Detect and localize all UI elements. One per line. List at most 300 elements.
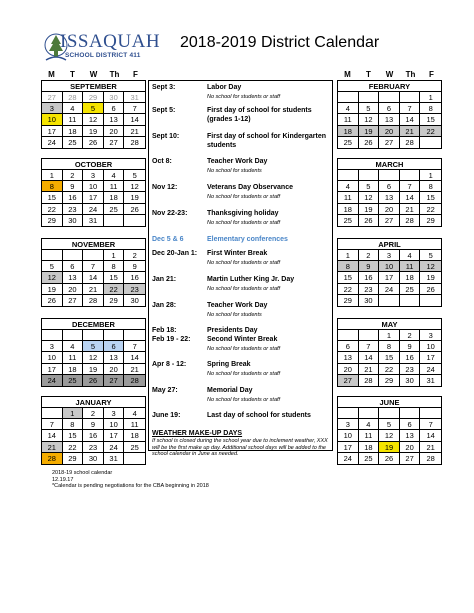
day-cell: 3 [42, 103, 63, 114]
day-cell: 4 [400, 250, 421, 261]
day-cell: 18 [63, 126, 84, 137]
day-cell [338, 408, 359, 419]
day-cell [420, 295, 441, 306]
day-cell: 30 [63, 215, 84, 226]
day-cell: 28 [42, 453, 63, 464]
day-cell: 10 [42, 114, 63, 125]
day-cell: 10 [42, 352, 63, 363]
day-cell [83, 330, 104, 341]
day-cell [400, 408, 421, 419]
day-cell [400, 295, 421, 306]
day-cell: 26 [42, 295, 63, 306]
day-cell: 12 [420, 261, 441, 272]
weekday-label: F [133, 70, 138, 79]
day-cell [420, 137, 441, 148]
event-date: June 19: [152, 412, 181, 419]
month-name: FEBRUARY [338, 81, 441, 92]
day-cell: 26 [83, 375, 104, 386]
day-cell: 25 [359, 453, 380, 464]
day-cell: 19 [83, 126, 104, 137]
day-cell: 28 [426, 453, 435, 463]
day-cell: 3 [338, 419, 359, 430]
month-march [337, 158, 442, 227]
weekday-label: M [344, 70, 351, 79]
day-cell: 25 [63, 375, 84, 386]
month-name: MAY [338, 319, 441, 330]
day-cell: 6 [379, 181, 400, 192]
day-grid [42, 92, 145, 148]
day-cell: 7 [124, 341, 145, 352]
events-panel [148, 80, 333, 457]
day-cell: 2 [124, 250, 145, 261]
day-cell: 24 [42, 137, 63, 148]
event-title: Memorial Day [207, 387, 253, 394]
day-cell: 28 [63, 92, 84, 103]
weekday-label: T [70, 70, 75, 79]
day-cell: 24 [42, 375, 63, 386]
day-cell: 16 [400, 352, 421, 363]
day-cell: 1 [104, 250, 125, 261]
day-cell: 21 [124, 364, 145, 375]
day-cell [338, 170, 359, 181]
day-cell: 23 [359, 284, 380, 295]
event-date: Sept 10: [152, 133, 180, 140]
day-cell: 28 [359, 375, 380, 386]
day-cell: 21 [420, 442, 441, 453]
month-may [337, 318, 442, 387]
day-cell: 5 [379, 419, 400, 430]
day-cell [420, 408, 441, 419]
day-cell: 12 [83, 352, 104, 363]
day-cell: 15 [42, 192, 63, 203]
day-cell: 13 [379, 114, 400, 125]
day-cell: 6 [104, 341, 125, 352]
day-cell: 18 [124, 430, 145, 441]
day-grid [338, 250, 441, 306]
day-cell: 29 [379, 375, 400, 386]
day-cell: 1 [420, 170, 441, 181]
event-title: Veterans Day Observance [207, 184, 293, 191]
day-cell: 5 [359, 181, 380, 192]
day-cell: 25 [338, 137, 359, 148]
day-cell: 17 [42, 126, 63, 137]
event-note: No school for students or staff [207, 93, 281, 100]
day-cell [359, 408, 380, 419]
day-cell [104, 330, 125, 341]
day-cell: 4 [63, 341, 84, 352]
day-cell: 11 [63, 352, 84, 363]
event-note: No school for students or staff [207, 370, 281, 377]
day-cell: 29 [63, 453, 84, 464]
day-cell: 15 [63, 430, 84, 441]
day-cell: 4 [338, 181, 359, 192]
day-cell: 8 [379, 341, 400, 352]
event-note: No school for students or staff [207, 219, 281, 226]
weekday-header-right [337, 70, 442, 79]
day-cell: 23 [124, 284, 145, 295]
day-cell: 13 [338, 352, 359, 363]
day-cell: 11 [104, 181, 125, 192]
day-cell: 12 [124, 181, 145, 192]
day-cell: 15 [420, 114, 441, 125]
day-cell: 21 [42, 442, 63, 453]
day-cell: 5 [359, 103, 380, 114]
day-cell: 18 [400, 272, 421, 283]
day-cell [379, 295, 400, 306]
day-cell [42, 250, 63, 261]
day-cell: 18 [63, 364, 84, 375]
day-cell: 5 [124, 170, 145, 181]
day-cell: 4 [338, 103, 359, 114]
footnote: *Calendar is pending negotiations for the CBA beginning in 2018 [52, 483, 209, 489]
day-cell: 25 [63, 137, 84, 148]
day-cell: 9 [83, 419, 104, 430]
day-grid [338, 170, 441, 226]
day-cell: 24 [379, 284, 400, 295]
day-cell: 14 [124, 352, 145, 363]
day-cell: 9 [359, 261, 380, 272]
day-cell: 28 [124, 375, 145, 386]
day-cell: 18 [104, 192, 125, 203]
weekday-label: W [89, 70, 98, 79]
day-cell: 2 [400, 330, 421, 341]
event-note: No school for students or staff [207, 345, 281, 352]
month-name: NOVEMBER [42, 239, 145, 250]
day-cell: 1 [42, 170, 63, 181]
day-cell: 14 [124, 114, 145, 125]
day-cell: 11 [338, 114, 359, 125]
day-cell: 5 [83, 341, 104, 352]
day-cell: 24 [83, 204, 104, 215]
day-cell [63, 250, 84, 261]
day-cell: 2 [63, 170, 84, 181]
day-cell: 14 [400, 114, 421, 125]
day-cell: 16 [359, 272, 380, 283]
event-title: Teacher Work Day [207, 158, 268, 165]
weather-text: If school is closed during the school year due to inclement weather, XXX will be the first make up day. Additional school days will be added to the school calendar in June as needed. [152, 438, 328, 457]
month-june [337, 396, 442, 465]
event-date: Apr 8 - 12: [152, 361, 187, 368]
day-cell: 22 [42, 204, 63, 215]
month-name: MARCH [338, 159, 441, 170]
day-cell: 6 [104, 103, 125, 114]
weekday-label: Th [109, 70, 120, 79]
weather-title: WEATHER MAKE-UP DAYS [152, 430, 243, 437]
day-cell: 14 [400, 192, 421, 203]
day-cell: 5 [42, 261, 63, 272]
day-cell: 29 [338, 295, 359, 306]
day-cell: 30 [130, 295, 139, 305]
day-cell: 22 [104, 284, 125, 295]
day-cell: 17 [420, 352, 441, 363]
day-cell: 8 [420, 181, 441, 192]
day-cell: 11 [124, 419, 145, 430]
weekday-label: M [48, 70, 55, 79]
day-grid [338, 408, 441, 464]
day-cell: 29 [426, 215, 435, 225]
day-cell: 19 [83, 364, 104, 375]
day-cell: 19 [42, 284, 63, 295]
event-note: No school for students or staff [207, 193, 281, 200]
event-note: No school for students or staff [207, 259, 281, 266]
day-cell: 8 [104, 261, 125, 272]
event-date: Nov 12: [152, 184, 178, 191]
day-cell: 20 [379, 204, 400, 215]
day-cell: 26 [379, 453, 400, 464]
day-cell: 22 [63, 442, 84, 453]
day-cell: 26 [359, 215, 380, 226]
event-title: Thanksgiving holiday [207, 210, 279, 217]
day-cell: 27 [42, 92, 63, 103]
day-cell: 6 [379, 103, 400, 114]
logo-subtitle: SCHOOL DISTRICT 411 [65, 52, 141, 59]
day-cell: 31 [83, 215, 104, 226]
day-cell: 21 [83, 284, 104, 295]
day-cell: 30 [400, 375, 421, 386]
day-cell: 12 [359, 114, 380, 125]
day-cell: 8 [420, 103, 441, 114]
day-cell: 28 [400, 215, 421, 226]
day-cell: 11 [400, 261, 421, 272]
month-february [337, 80, 442, 149]
day-cell: 6 [338, 341, 359, 352]
day-cell: 21 [400, 126, 421, 137]
day-cell: 26 [83, 137, 104, 148]
day-cell: 20 [400, 442, 421, 453]
day-cell: 4 [359, 419, 380, 430]
day-cell [83, 250, 104, 261]
footnote: 2018-19 school calendar [52, 470, 113, 476]
day-cell: 15 [379, 352, 400, 363]
day-cell: 7 [420, 419, 441, 430]
month-april [337, 238, 442, 307]
day-cell: 10 [83, 181, 104, 192]
event-note: No school for students [207, 311, 262, 318]
day-grid [42, 330, 145, 386]
day-cell: 3 [83, 170, 104, 181]
day-cell: 18 [338, 204, 359, 215]
weather-makeup-section [152, 430, 330, 458]
event-title: Presidents Day [207, 327, 258, 334]
day-cell: 7 [124, 103, 145, 114]
event-date: Nov 22-23: [152, 210, 188, 217]
day-cell: 9 [124, 261, 145, 272]
day-cell [124, 453, 145, 464]
day-cell: 3 [104, 408, 125, 419]
day-cell: 22 [379, 364, 400, 375]
day-cell: 10 [379, 261, 400, 272]
day-cell [379, 92, 400, 103]
day-cell: 2 [359, 250, 380, 261]
day-cell: 20 [104, 364, 125, 375]
day-cell: 12 [379, 430, 400, 441]
event-date: Feb 18: [152, 327, 177, 334]
day-cell [400, 170, 421, 181]
day-cell: 27 [400, 453, 421, 464]
day-cell: 25 [104, 204, 125, 215]
weekday-label: T [366, 70, 371, 79]
day-cell: 15 [104, 272, 125, 283]
event-date: Oct 8: [152, 158, 172, 165]
day-cell: 21 [124, 126, 145, 137]
day-grid [338, 330, 441, 386]
month-name: SEPTEMBER [42, 81, 145, 92]
day-cell: 22 [338, 284, 359, 295]
day-cell: 14 [83, 272, 104, 283]
footnote: 12.19.17 [52, 476, 74, 483]
event-title: Last day of school for students [207, 412, 311, 419]
day-cell: 16 [83, 430, 104, 441]
month-november [41, 238, 146, 307]
day-cell: 14 [42, 430, 63, 441]
day-cell: 9 [400, 341, 421, 352]
day-cell: 3 [420, 330, 441, 341]
day-cell: 25 [400, 284, 421, 295]
month-january [41, 396, 146, 465]
day-cell: 21 [400, 204, 421, 215]
day-cell: 4 [63, 103, 84, 114]
day-grid [338, 92, 441, 148]
day-cell: 30 [83, 453, 104, 464]
day-cell: 17 [83, 192, 104, 203]
day-cell: 21 [359, 364, 380, 375]
month-september [41, 80, 146, 149]
event-title: First day of school for students (grades 1-12) [207, 107, 312, 123]
day-cell: 27 [104, 137, 125, 148]
day-cell [400, 92, 421, 103]
day-cell: 17 [338, 442, 359, 453]
day-cell: 27 [379, 215, 400, 226]
day-cell: 16 [124, 272, 145, 283]
day-cell: 20 [379, 126, 400, 137]
day-cell: 12 [359, 192, 380, 203]
event-date: Jan 28: [152, 302, 177, 309]
day-cell: 30 [359, 295, 380, 306]
day-cell: 18 [338, 126, 359, 137]
day-cell: 24 [420, 364, 441, 375]
day-cell: 30 [104, 92, 125, 103]
day-cell [42, 408, 63, 419]
day-cell: 29 [83, 92, 104, 103]
month-december [41, 318, 146, 387]
day-cell: 6 [400, 419, 421, 430]
day-cell: 22 [420, 204, 441, 215]
day-cell: 5 [83, 103, 104, 114]
day-cell: 9 [63, 181, 84, 192]
day-cell: 13 [63, 272, 84, 283]
day-cell: 13 [104, 352, 125, 363]
day-cell: 8 [338, 261, 359, 272]
day-cell: 17 [379, 272, 400, 283]
day-cell: 23 [63, 204, 84, 215]
day-cell: 28 [400, 137, 421, 148]
event-title: First Winter Break [207, 250, 268, 257]
day-cell: 29 [42, 215, 63, 226]
day-cell: 10 [104, 419, 125, 430]
day-cell: 18 [359, 442, 380, 453]
day-cell: 25 [124, 442, 145, 453]
day-cell: 3 [42, 341, 63, 352]
day-cell: 19 [359, 204, 380, 215]
event-note: No school for students or staff [207, 396, 281, 403]
day-cell: 26 [359, 137, 380, 148]
day-cell: 27 [379, 137, 400, 148]
day-cell [63, 330, 84, 341]
day-cell: 15 [338, 272, 359, 283]
page-title: 2018-2019 District Calendar [180, 34, 380, 51]
month-name: DECEMBER [42, 319, 145, 330]
day-cell: 10 [420, 341, 441, 352]
day-cell [359, 92, 380, 103]
day-cell: 20 [104, 126, 125, 137]
day-grid [42, 170, 145, 226]
event-date: Dec 20-Jan 1: [152, 250, 198, 257]
day-cell: 27 [338, 375, 359, 386]
day-grid [42, 408, 145, 464]
day-cell: 4 [104, 170, 125, 181]
day-cell: 14 [420, 430, 441, 441]
day-cell [42, 330, 63, 341]
day-cell: 7 [83, 261, 104, 272]
event-date: Jan 21: [152, 276, 177, 283]
event-date: Feb 19 - 22: [152, 336, 191, 343]
day-cell [104, 215, 125, 226]
day-cell: 23 [83, 442, 104, 453]
day-cell: 12 [42, 272, 63, 283]
event-title: Second Winter Break [207, 336, 278, 343]
day-cell: 27 [63, 295, 84, 306]
day-cell: 12 [83, 114, 104, 125]
event-title: Elementary conferences [207, 236, 288, 243]
day-cell: 28 [130, 137, 139, 147]
day-cell: 27 [104, 375, 125, 386]
day-cell [379, 170, 400, 181]
district-logo [44, 30, 164, 70]
day-cell: 7 [400, 181, 421, 192]
day-cell: 28 [83, 295, 104, 306]
day-cell: 20 [63, 284, 84, 295]
day-cell: 17 [104, 430, 125, 441]
day-cell: 2 [83, 408, 104, 419]
day-cell: 13 [379, 192, 400, 203]
day-cell: 14 [359, 352, 380, 363]
month-name: JANUARY [42, 397, 145, 408]
event-note: No school for students [207, 167, 262, 174]
day-cell: 1 [338, 250, 359, 261]
day-cell: 3 [379, 250, 400, 261]
weekday-label: W [385, 70, 394, 79]
day-cell: 4 [124, 408, 145, 419]
day-cell: 1 [63, 408, 84, 419]
event-date: May 27: [152, 387, 178, 394]
day-cell [338, 330, 359, 341]
day-cell: 15 [420, 192, 441, 203]
day-cell [338, 92, 359, 103]
day-cell: 31 [104, 453, 125, 464]
event-title: First day of school for Kindergarten students [207, 133, 327, 149]
day-cell: 24 [338, 453, 359, 464]
day-cell [359, 170, 380, 181]
day-cell: 13 [104, 114, 125, 125]
day-cell: 19 [379, 442, 400, 453]
logo-name: ISSAQUAH [60, 31, 161, 52]
day-grid [42, 250, 145, 306]
event-date: Sept 5: [152, 107, 176, 114]
day-cell: 17 [42, 364, 63, 375]
month-name: OCTOBER [42, 159, 145, 170]
month-name: APRIL [338, 239, 441, 250]
day-cell: 19 [359, 126, 380, 137]
